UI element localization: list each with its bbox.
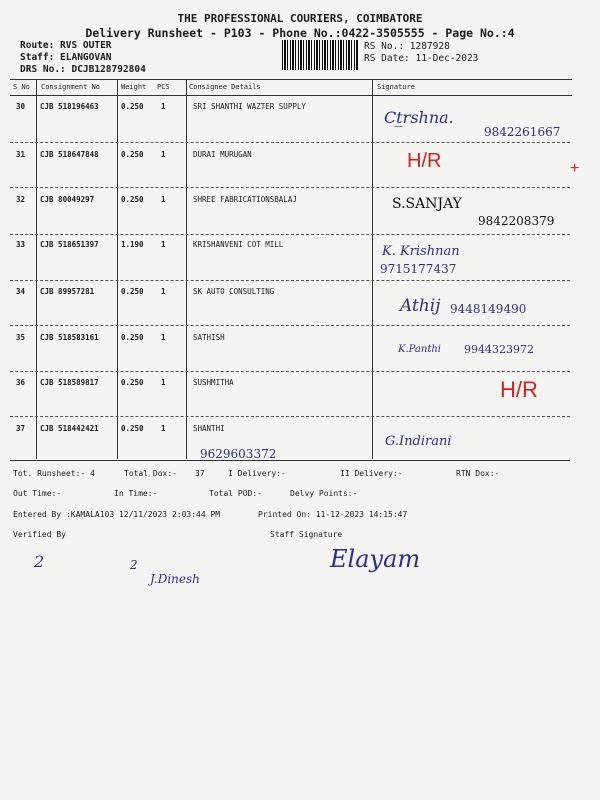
row-signature-phone: 9842261667 xyxy=(484,125,561,139)
barcode xyxy=(282,40,358,70)
row-signature: K.Panthi xyxy=(398,344,441,355)
ii-delivery: II Delivery:- xyxy=(340,469,403,478)
row-separator xyxy=(10,187,570,188)
row-consignee: SHREE FABRICATIONSBALAJ xyxy=(193,195,297,204)
total-dox-label: Total Dox:- xyxy=(124,469,177,478)
company-title: THE PROFESSIONAL COURIERS, COIMBATORE xyxy=(177,12,423,25)
row-weight: 0.250 xyxy=(121,424,144,433)
row-sno: 30 xyxy=(16,102,26,111)
row-weight: 0.250 xyxy=(121,287,144,296)
row-signature: K. Krishnan xyxy=(382,244,460,259)
row-pcs: 1 xyxy=(161,195,166,204)
drs-label: DRS No.: DCJB128792804 xyxy=(20,64,146,75)
row-separator xyxy=(10,280,570,281)
delvy-points: Delvy Points:- xyxy=(290,489,358,498)
entered-by: Entered By :KAMALA103 12/11/2023 2:03:44 PM xyxy=(13,510,221,519)
row-weight: 0.250 xyxy=(121,195,144,204)
col-divider xyxy=(117,79,118,459)
staff-signature-label: Staff Signature xyxy=(270,530,343,539)
row-pcs: 1 xyxy=(161,287,166,296)
in-time: In Time:- xyxy=(114,489,158,498)
row-pcs: 1 xyxy=(161,240,166,249)
row-pcs: 1 xyxy=(161,333,166,342)
row-separator xyxy=(10,416,570,417)
col-header-weight: Weight xyxy=(121,83,147,91)
col-header-sno: S No xyxy=(13,83,30,91)
rtn-dox: RTN Dox:- xyxy=(456,469,500,478)
handwritten-signature: J.Dinesh xyxy=(150,572,200,586)
row-consignee: SUSHMITHA xyxy=(193,378,234,387)
row-consignee: SATHISH xyxy=(193,333,225,342)
total-dox-value: 37 xyxy=(195,469,205,478)
row-pcs: 1 xyxy=(161,150,166,159)
col-header-consignment: Consignment No xyxy=(41,83,101,91)
row-pcs: 1 xyxy=(161,102,166,111)
row-consignment: CJB 80049297 xyxy=(40,195,95,204)
row-weight: 1.190 xyxy=(121,240,144,249)
total-runsheet: Tot. Runsheet:- 4 xyxy=(13,469,95,478)
row-signature-phone: 9842208379 xyxy=(478,214,555,228)
printed-on: Printed On: 11-12-2023 14:15:47 xyxy=(258,510,408,519)
row-signature: H/R xyxy=(500,377,538,402)
row-sno: 33 xyxy=(16,240,26,249)
col-header-consignee: Consignee Details xyxy=(189,83,261,91)
verified-by: Verified By xyxy=(13,530,66,539)
row-consignment: CJB 518647848 xyxy=(40,150,99,159)
row-separator xyxy=(10,142,570,143)
row-weight: 0.250 xyxy=(121,102,144,111)
row-signature: S.SANJAY xyxy=(392,196,462,212)
table-bottom-border xyxy=(10,460,570,461)
row-consignment: CJB 518583161 xyxy=(40,333,99,342)
table-header-border xyxy=(10,95,572,96)
row-consignee: KRISHANVENI COT MILL xyxy=(193,240,284,249)
row-signature: G.Indirani xyxy=(385,434,452,449)
handwritten-mark: 2 xyxy=(34,552,45,571)
row-separator xyxy=(10,234,570,235)
row-sno: 36 xyxy=(16,378,26,387)
row-consignment: CJB 518196463 xyxy=(40,102,99,111)
col-divider xyxy=(36,79,37,459)
row-consignee: SK AUTO CONSULTING xyxy=(193,287,275,296)
row-weight: 0.250 xyxy=(121,150,144,159)
row-signature: H/R xyxy=(407,150,442,172)
row-signature-phone: 9448149490 xyxy=(450,302,527,316)
rs-date: RS Date: 11-Dec-2023 xyxy=(364,53,479,64)
row-sno: 35 xyxy=(16,333,26,342)
row-separator xyxy=(10,325,570,326)
runsheet-subtitle: Delivery Runsheet - P103 - Phone No.:0422-3505555 - Page No.:4 xyxy=(85,26,515,40)
row-consignee: SHANTHI xyxy=(193,424,225,433)
row-sno: 32 xyxy=(16,195,26,204)
handwritten-mark: 2 xyxy=(130,558,138,572)
row-sno: 31 xyxy=(16,150,26,159)
col-divider xyxy=(186,79,187,459)
table-top-border xyxy=(10,79,572,80)
row-sno: 34 xyxy=(16,287,26,296)
row-weight: 0.250 xyxy=(121,333,144,342)
row-sno: 37 xyxy=(16,424,26,433)
staff-label: Staff: ELANGOVAN xyxy=(20,52,112,63)
row-signature: Athij xyxy=(400,296,441,316)
col-header-signature: Signature xyxy=(377,83,415,91)
i-delivery: I Delivery:- xyxy=(228,469,286,478)
row-consignee: SRI SHANTHI WAZTER SUPPLY xyxy=(193,102,306,111)
row-consignee: DURAI MURUGAN xyxy=(193,150,252,159)
row-consignment: CJB 518589817 xyxy=(40,378,99,387)
row-consignment: CJB 89957281 xyxy=(40,287,95,296)
row-pcs: 1 xyxy=(161,378,166,387)
route-label: Route: RVS OUTER xyxy=(20,40,112,51)
row-pcs: 1 xyxy=(161,424,166,433)
staff-signature: Elayam xyxy=(330,545,421,573)
row-signature-phone: 9629603372 xyxy=(200,447,277,461)
row-signature: Ct̲rshna. xyxy=(384,108,454,127)
row-signature-phone: 9715177437 xyxy=(380,262,457,276)
row-separator xyxy=(10,371,570,372)
col-divider xyxy=(372,79,373,459)
row-weight: 0.250 xyxy=(121,378,144,387)
row-consignment: CJB 518651397 xyxy=(40,240,99,249)
row-signature-mark: + xyxy=(570,160,580,177)
col-header-pcs: PCS xyxy=(157,83,170,91)
row-consignment: CJB 518442421 xyxy=(40,424,99,433)
row-signature-phone: 9944323972 xyxy=(464,343,534,356)
total-pod: Total POD:- xyxy=(209,489,262,498)
out-time: Out Time:- xyxy=(13,489,62,498)
rs-no: RS No.: 1287928 xyxy=(364,41,450,52)
